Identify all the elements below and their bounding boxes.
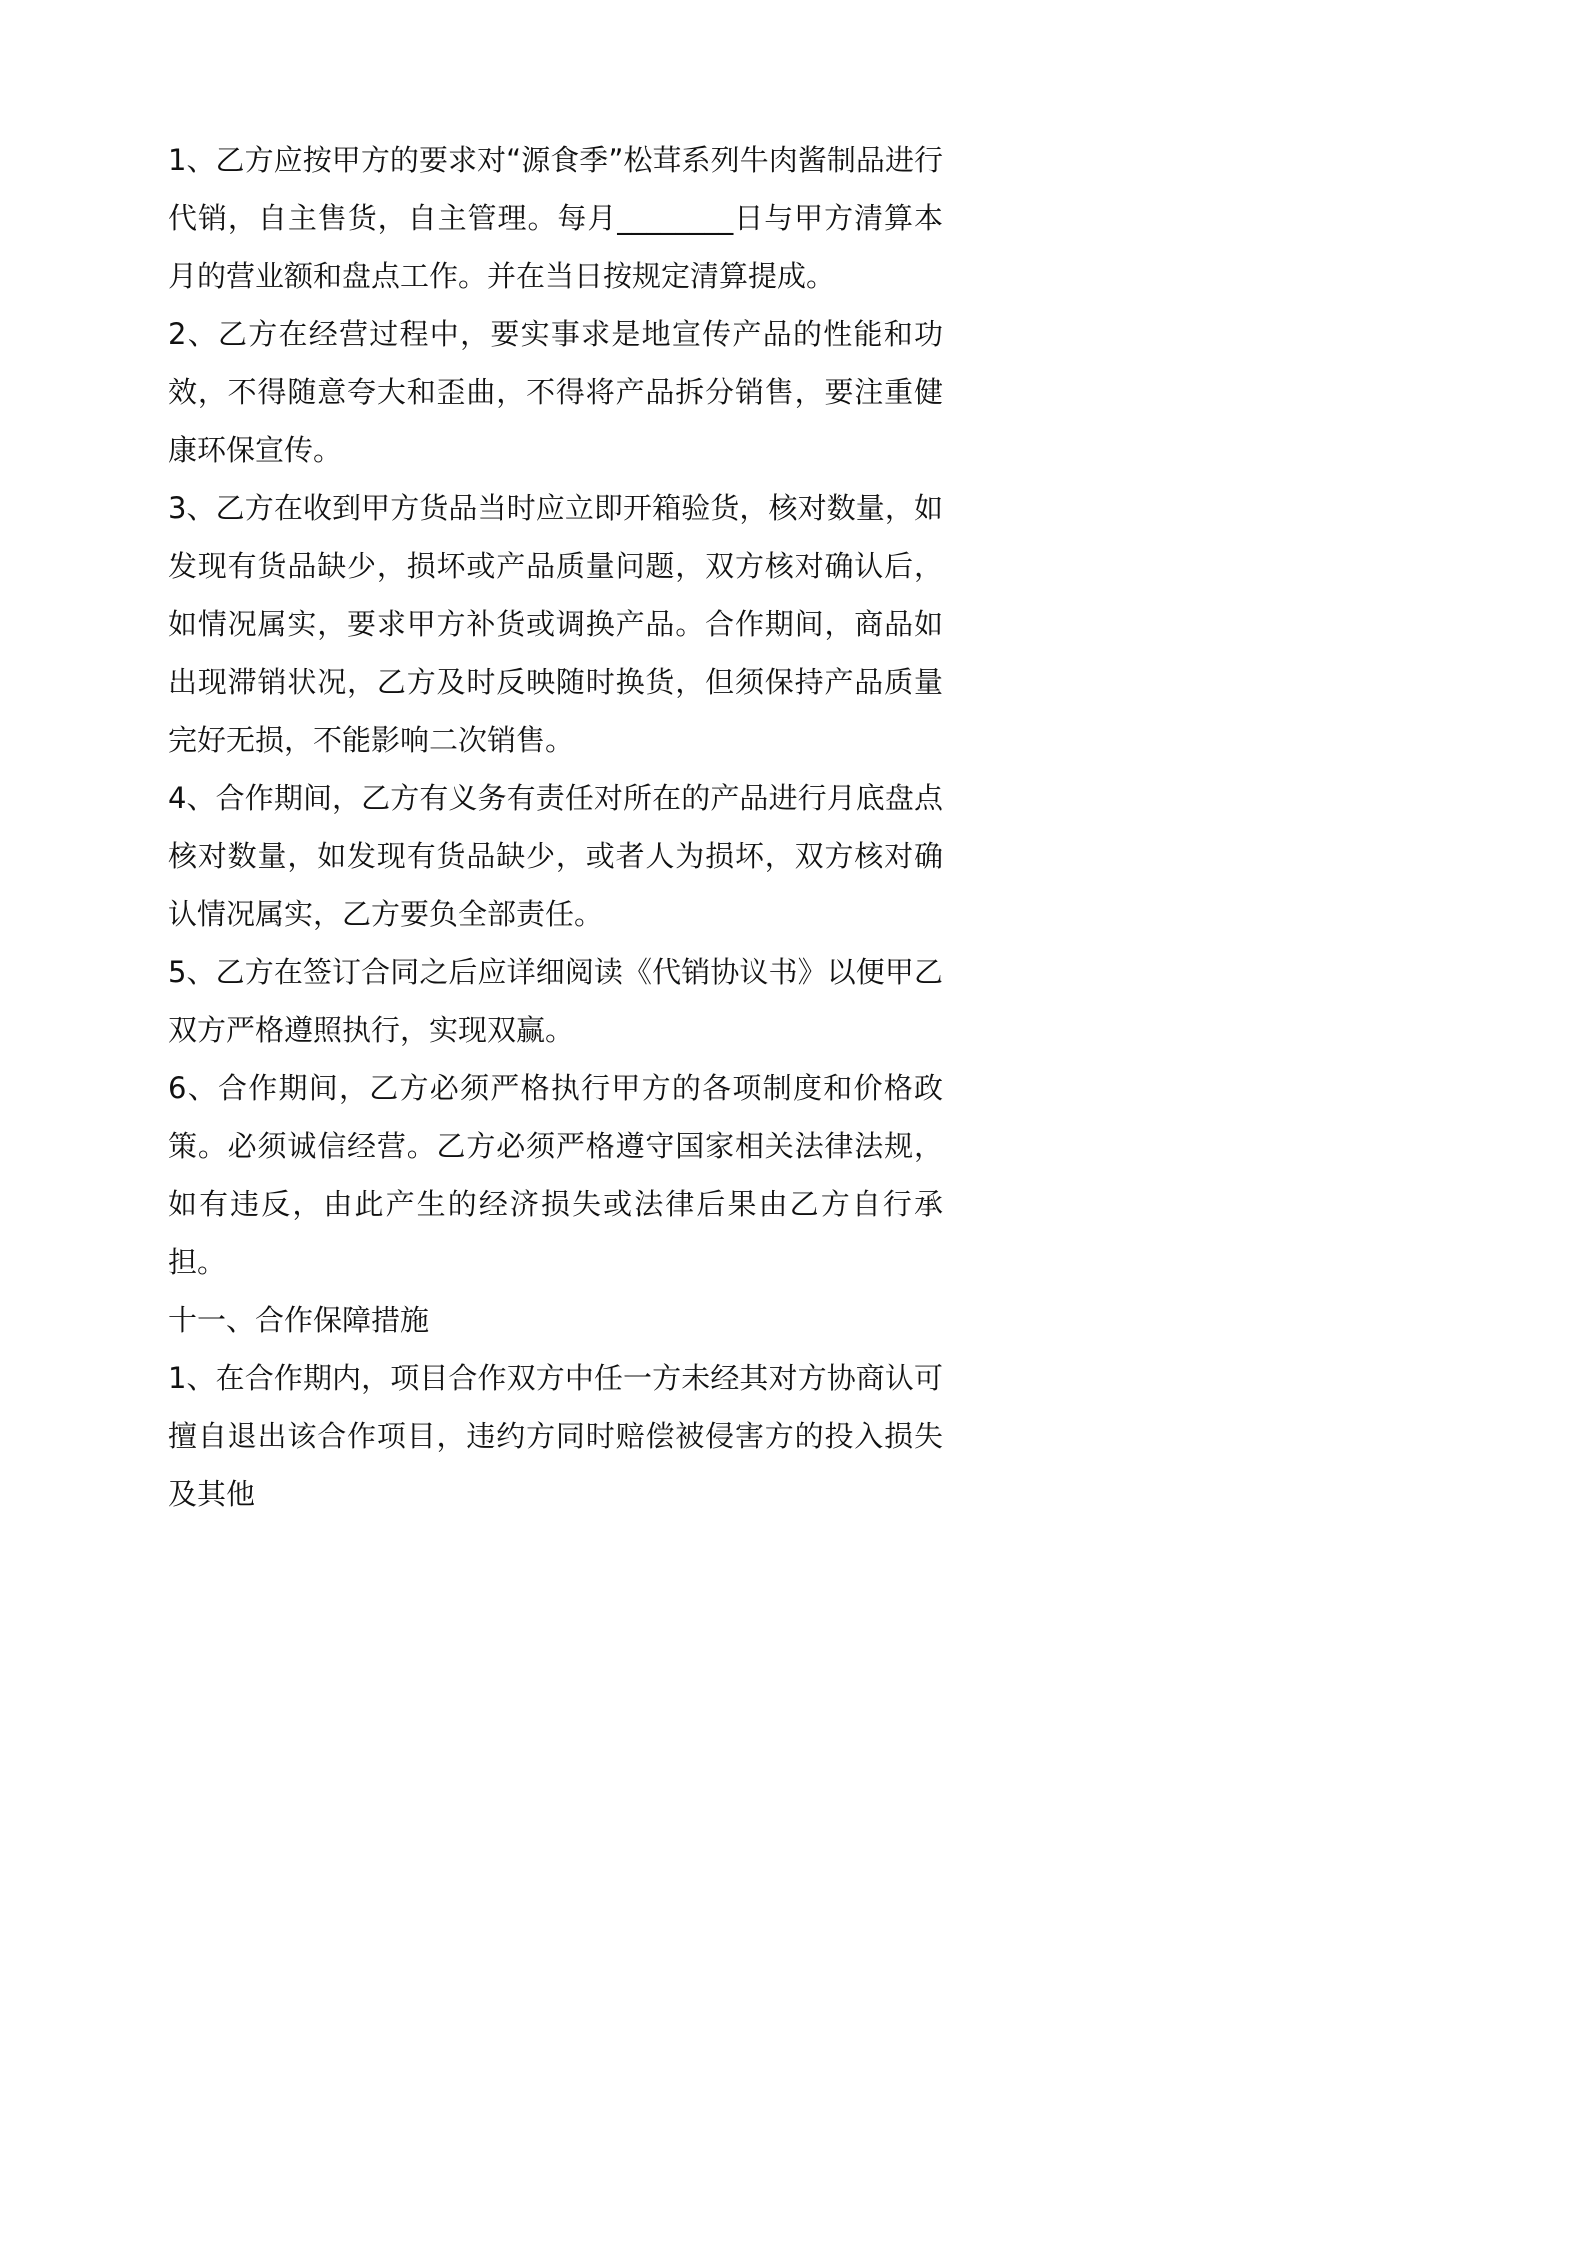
paragraph-4: 4、合作期间，乙方有义务有责任对所在的产品进行月底盘点核对数量，如发现有货品缺少，或者人为损坏，双方核对确认情况属实，乙方要负全部责任。 — [168, 781, 943, 931]
document-page — [0, 0, 1102, 1559]
paragraph-3: 3、乙方在收到甲方货品当时应立即开箱验货，核对数量，如发现有货品缺少，损坏或产品质量问题，双方核对确认后，如情况属实，要求甲方补货或调换产品。合作期间，商品如出现滞销状况，乙方及时反映随时换货，但须保持产品质量完好无损，不能影响二次销售。 — [168, 491, 943, 757]
paragraph-2: 2、乙方在经营过程中，要实事求是地宣传产品的性能和功效，不得随意夸大和歪曲，不得将产品拆分销售，要注重健康环保宣传。 — [168, 317, 943, 467]
section-paragraph-1: 1、在合作期内，项目合作双方中任一方未经其对方协商认可擅自退出该合作项目，违约方同时赔偿被侵害方的投入损失及其他 — [168, 1361, 943, 1511]
paragraph-1: 1、乙方应按甲方的要求对“源食季”松茸系列牛肉酱制品进行代销，自主售货，自主管理。每月________日与甲方清算本月的营业额和盘点工作。并在当日按规定清算提成。 — [168, 143, 943, 293]
paragraph-5: 5、乙方在签订合同之后应详细阅读《代销协议书》以便甲乙双方严格遵照执行，实现双赢。 — [168, 955, 943, 1047]
section-heading: 十一、合作保障措施 — [168, 1303, 430, 1337]
paragraph-6: 6、合作期间，乙方必须严格执行甲方的各项制度和价格政策。必须诚信经营。乙方必须严格遵守国家相关法律法规，如有违反，由此产生的经济损失或法律后果由乙方自行承担。 — [168, 1071, 943, 1279]
document-body — [168, 131, 943, 1523]
